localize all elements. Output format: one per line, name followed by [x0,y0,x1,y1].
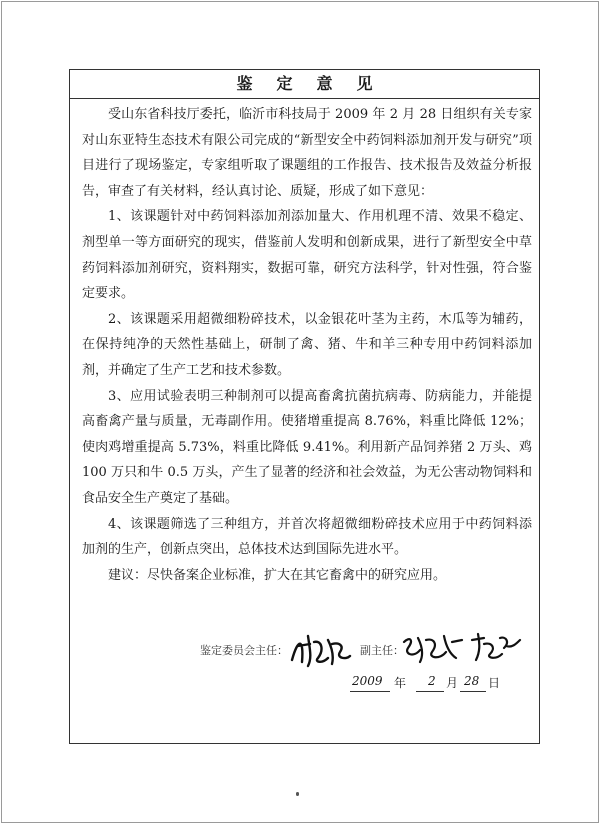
signing-date [350,674,520,696]
title-row [70,70,539,99]
chair-label: 鉴定委员会主任： [200,644,288,657]
chair-signature [288,630,356,670]
opinion-item-2: 2、该课题采用超微细粉碎技术，以金银花叶茎为主药，木瓜等为辅药，在保持纯净的天然性基础上，研制了禽、猪、牛和羊三种专用中药饲料添加剂，并确定了生产工艺和技术参数。 [82,311,532,378]
date-day: 28 [464,674,480,688]
date-month: 2 [428,674,436,688]
signature-area [70,630,539,700]
form-title: 鉴定意见 [236,74,397,93]
date-year: 2009 [352,674,383,688]
intro-paragraph: 受山东省科技厅委托，临沂市科技局于 2009 年 2 月 28 日组织有关专家对山东亚特生态技术有限公司完成的“新型安全中药饲料添加剂开发与研究”项目进行了现场鉴定，专家组听取了课题组的工作报告、技术报告及效益分析报告，审查了有关材料，经认真讨论、质疑，形成了如下意见： [82,107,532,199]
appraisal-form [69,69,540,744]
opinion-item-1: 1、该课题针对中药饲料添加剂添加量大、作用机理不清、效果不稳定、剂型单一等方面研究的现实，借鉴前人发明和创新成果，进行了新型安全中草药饲料添加剂研究，资料翔实，数据可靠，研究方法科学，针对性强，符合鉴定要求。 [82,209,532,302]
opinion-item-4: 4、该课题筛选了三种组方，并首次将超微细粉碎技术应用于中药饲料添加剂的生产，创新点突出，总体技术达到国际先进水平。 [82,516,532,558]
vice-chair-label: 副主任： [360,644,404,657]
scan-speck [296,792,299,796]
vice-chair-signatures [400,630,530,666]
date-year-unit: 年 [394,676,407,690]
date-month-unit: 月 [446,676,459,690]
suggestion-paragraph: 建议：尽快备案企业标准，扩大在其它畜禽中的研究应用。 [108,567,447,583]
date-day-unit: 日 [488,676,501,690]
opinion-item-3: 3、应用试验表明三种制剂可以提高畜禽抗菌抗病毒、防病能力，并能提高畜禽产量与质量，无毒副作用。使猪增重提高 8.76%，料重比降低 12%；使肉鸡增重提高 5.73%，料重比降低 9.41%。利用新产品饲养猪 2 万头、鸡 100 万只和牛 0.5 万头，产生了显著的经济和社会效益，为无公害动物饲料和食品安全生产奠定了基础。 [82,388,532,506]
opinion-body [82,102,532,588]
